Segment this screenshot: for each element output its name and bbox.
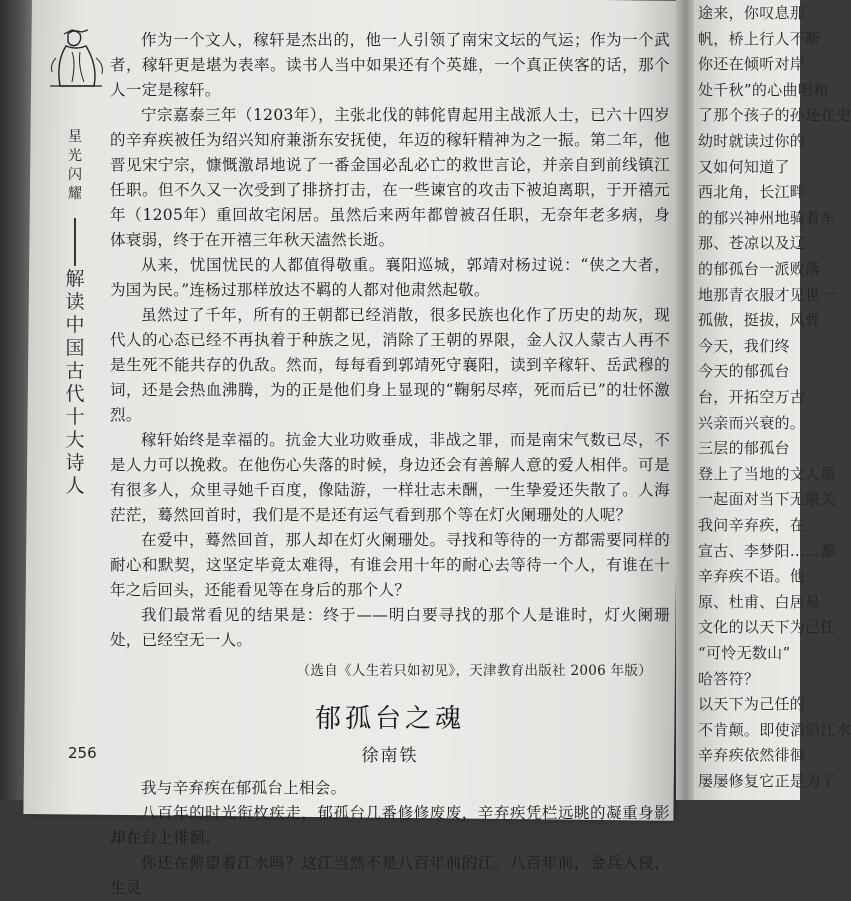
paragraph: 作为一个文人，稼轩是杰出的，他一人引领了南宋文坛的气运；作为一个武者，稼轩更是堪为表率。读书人当中如果还有个英雄，一个真正侠客的话，那个人一定是稼轩。 [110, 31, 670, 99]
right-page-line: 屡屡修复它正是为了 [698, 772, 836, 790]
passage-body [110, 28, 670, 653]
right-page-line: 三层的郁孤台 [698, 439, 790, 458]
right-page-line: 地那青衣服才见世一 [698, 285, 836, 304]
essay-body [110, 776, 670, 901]
right-page-line: 西北角，长江畔 [698, 183, 806, 202]
right-page-line: 幼时就读过你的 [698, 132, 806, 150]
essay-title: 郁孤台之魂 [314, 704, 465, 734]
right-page-line: 途来，你叹息那 [698, 4, 806, 22]
source-citation: （选自《人生若只如初见》，天津教育出版社 2006 年版） [296, 663, 652, 679]
right-page-line: 一起面对当下无限关 [698, 490, 836, 509]
right-page-line: 今天的郁孤台 [698, 362, 790, 381]
right-page-line: 了那个孩子的孙还在史 [698, 106, 851, 125]
right-page-line: 处千秋”的心曲唱和 [698, 80, 829, 99]
right-page-line: 孤傲，挺拔，风骨 [698, 311, 821, 330]
paragraph: 我与辛弃疾在郁孤台上相会。 [141, 779, 347, 797]
paragraph: 宁宗嘉泰三年（1203年），主张北伐的韩侂胄起用主战派人士，已六十四岁的辛弃疾被任为绍兴知府兼浙东安抚使，年迈的稼轩精神为之一振。第二年，他晋见宋宁宗，慷慨激昂地说了一番金国必乱必亡的救世言论，并亲自到前线镇江任职。但不久又一次受到了排挤打击，在一些谏官的攻击下被迫离职，于开禧元年（1205年）重回故宅闲居。虽然后来两年都曾被召任职，无奈年老多病，身体衰弱，终于在开禧三年秋天溘然长逝。 [110, 106, 670, 249]
right-page-line: 今天，我们终 [698, 336, 790, 355]
right-page-line: 兴亲而兴衰的。 [698, 413, 806, 432]
right-page-line: 我问辛弃疾，在 [698, 516, 806, 534]
sidebar-subtitle: 解读中国古代十大诗人 [65, 268, 85, 497]
right-page-line: 文化的以天下为己任 [698, 618, 836, 637]
right-page-line: 辛弃疾不语。他 [698, 567, 806, 586]
essay-author: 徐南铁 [361, 746, 419, 766]
scholar-figure-illustration [46, 28, 106, 92]
right-page-line: 帆，桥上行人不断 [698, 29, 821, 48]
right-page-line: 以天下为己任的 [698, 695, 806, 714]
paragraph: 从来，忧国忧民的人都值得敬重。襄阳巡城，郭靖对杨过说：“侠之大者，为国为民。”连杨过那样放达不羁的人都对他肃然起敬。 [110, 256, 670, 299]
right-page-line: 登上了当地的文人墨 [698, 464, 836, 483]
right-page-line: 不肯颠。即使滔滔江水 [698, 720, 851, 739]
right-page-line: 哈答符？ [698, 669, 760, 688]
right-page-line: 那、苍凉以及辽 [698, 234, 806, 253]
page-number: 256 [68, 744, 97, 762]
right-page-line: 宣古、李梦阳……都 [698, 541, 836, 560]
paragraph: 我们最常看见的结果是：终于——明白要寻找的那个人是谁时，灯火阑珊处，已经空无一人。 [110, 606, 670, 649]
right-page-line: 台，开拓空万古 [698, 388, 806, 406]
right-page [694, 0, 851, 800]
sidebar-divider [74, 218, 76, 266]
paragraph: 稼轩始终是幸福的。抗金大业功败垂成，非战之罪，而是南宋气数已尽，不是人力可以挽救。在他伤心失落的时候，身边还会有善解人意的爱人相伴。可是有很多人，众里寻她千百度，像陆游，一样壮志未酬，一生挚爱还失散了。人海茫茫，蓦然回首时，我们是不是还有运气看到那个等在灯火阑珊处的人呢？ [110, 431, 670, 524]
right-page-line: 的郁孤台一派败落 [698, 260, 821, 278]
right-page-line: 又如何知道了 [698, 157, 790, 176]
main-text [110, 28, 670, 901]
sidebar-series-title: 星光闪耀 [68, 129, 82, 202]
right-page-line: “可怜无数山” [698, 644, 791, 662]
paragraph: 虽然过了千年，所有的王朝都已经消散，很多民族也化作了历史的劫灰，现代人的心态已经不再执着于种族之见，消除了王朝的界限，金人汉人蒙古人再不是生死不能共存的仇敌。然而，每每看到郭靖死守襄阳，读到辛稼轩、岳武穆的词，还是会热血沸腾，为的正是他们身上显现的“鞠躬尽瘁，死而后已”的壮怀激烈。 [110, 306, 670, 424]
paragraph: 在爱中，蓦然回首，那人却在灯火阑珊处。寻找和等待的一方都需要同样的耐心和默契，这坚定毕竟太难得，有谁会用十年的耐心去等待一个人，有谁在十年之后回头，还能看见等在身后的那个人？ [110, 531, 670, 599]
paragraph: 你还在俯望着江水吗？这江当然不是八百年前的江。八百年前，金兵入侵，生灵 [110, 854, 670, 897]
right-page-line: 你还在倾听对岸 [698, 55, 806, 74]
right-page-line: 辛弃疾依然徘徊 [698, 746, 806, 765]
right-page-line: 的郁兴神州地骑着车 [698, 208, 836, 227]
right-page-line: 原、杜甫、白居易 [698, 592, 821, 611]
paragraph: 八百年的时光衔枚疾走，郁孤台几番修修废废，辛弃疾凭栏远眺的凝重身影却在台上徘徊。 [110, 804, 670, 847]
